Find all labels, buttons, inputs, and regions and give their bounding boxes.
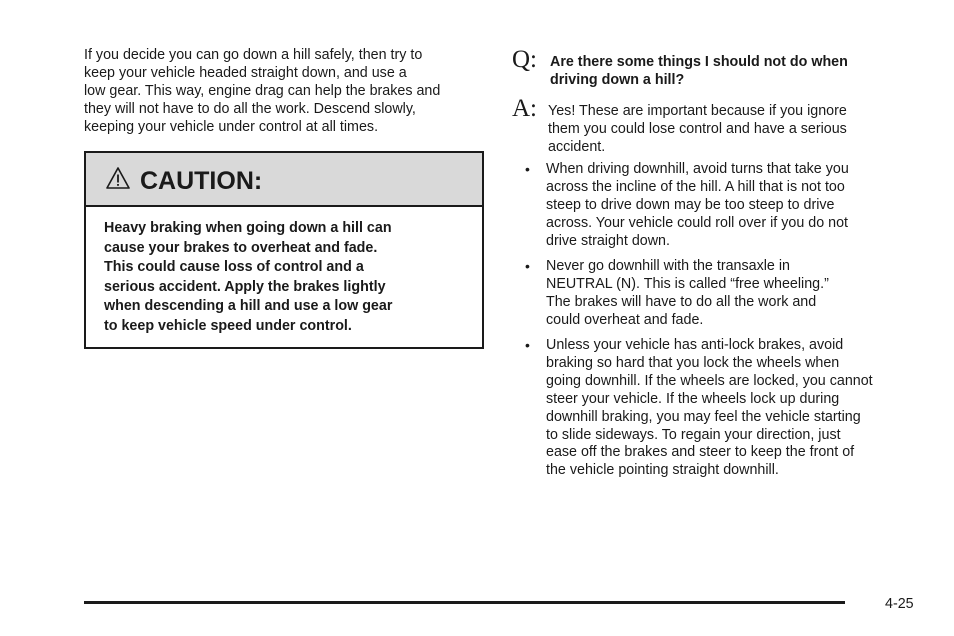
caution-line: when descending a hill and use a low gear (104, 298, 393, 315)
caution-body (104, 219, 392, 337)
bullet-item (525, 161, 849, 251)
bullet-line: drive straight down. (546, 232, 670, 249)
intro-line: keeping your vehicle under control at all times. (84, 119, 379, 135)
caution-title: CAUTION: (140, 167, 263, 195)
bullet-line: steep to drive down may be too steep to drive (546, 196, 835, 213)
bullet-item (525, 337, 873, 480)
caution-line: serious accident. Apply the brakes lightly (104, 278, 386, 295)
bullet-line: Never go downhill with the transaxle in (546, 258, 790, 274)
caution-line: This could cause loss of control and a (104, 259, 364, 276)
bullet-line: ease off the brakes and steer to keep the front of (546, 444, 855, 461)
footer-rule (84, 601, 845, 604)
intro-line: keep your vehicle headed straight down, and use a (84, 65, 407, 81)
bullet-line: could overheat and fade. (546, 311, 704, 328)
answer-line: Yes! These are important because if you ignore (548, 103, 847, 119)
bullet-line: to slide sideways. To regain your direction, just (546, 426, 841, 443)
answer-marker: A: (512, 95, 537, 122)
bullet-line: the vehicle pointing straight downhill. (546, 462, 779, 479)
intro-line: they will not have to do all the work. Descend slowly, (84, 101, 416, 117)
bullet-line: downhill braking, you may feel the vehicle starting (546, 408, 861, 425)
caution-line: to keep vehicle speed under control. (104, 317, 352, 334)
bullet-line: NEUTRAL (N). This is called “free wheeling.” (546, 275, 829, 292)
question-line: driving down a hill? (550, 72, 685, 88)
intro-line: If you decide you can go down a hill safely, then try to (84, 47, 423, 63)
caution-line: cause your brakes to overheat and fade. (104, 239, 378, 256)
question-marker: Q: (512, 46, 537, 73)
question-line: Are there some things I should not do when (550, 54, 848, 70)
bullet-line: Unless your vehicle has anti-lock brakes, avoid (546, 337, 844, 353)
caution-line: Heavy braking when going down a hill can (104, 220, 392, 236)
warning-triangle-icon (106, 166, 130, 190)
bullet-icon: • (525, 337, 530, 353)
caution-header (86, 153, 482, 207)
answer-text (548, 102, 847, 157)
question-text (550, 53, 848, 89)
bullet-line: steer your vehicle. If the wheels lock up during (546, 390, 840, 407)
answer-line: them you could lose control and have a serious (548, 121, 847, 138)
bullet-line: braking so hard that you lock the wheels when (546, 354, 840, 371)
intro-line: low gear. This way, engine drag can help the brakes and (84, 83, 441, 99)
bullet-line: going downhill. If the wheels are locked, you cannot (546, 372, 873, 389)
bullet-icon: • (525, 161, 530, 177)
bullet-item (525, 258, 829, 330)
bullet-line: When driving downhill, avoid turns that take you (546, 161, 849, 177)
intro-paragraph (84, 46, 489, 136)
bullet-line: across the incline of the hill. A hill that is not too (546, 178, 845, 195)
bullet-icon: • (525, 258, 530, 274)
answer-line: accident. (548, 139, 606, 156)
page-number: 4-25 (885, 596, 914, 612)
caution-box (84, 151, 484, 349)
bullet-line: across. Your vehicle could roll over if you do not (546, 214, 848, 231)
bullet-line: The brakes will have to do all the work and (546, 293, 817, 310)
